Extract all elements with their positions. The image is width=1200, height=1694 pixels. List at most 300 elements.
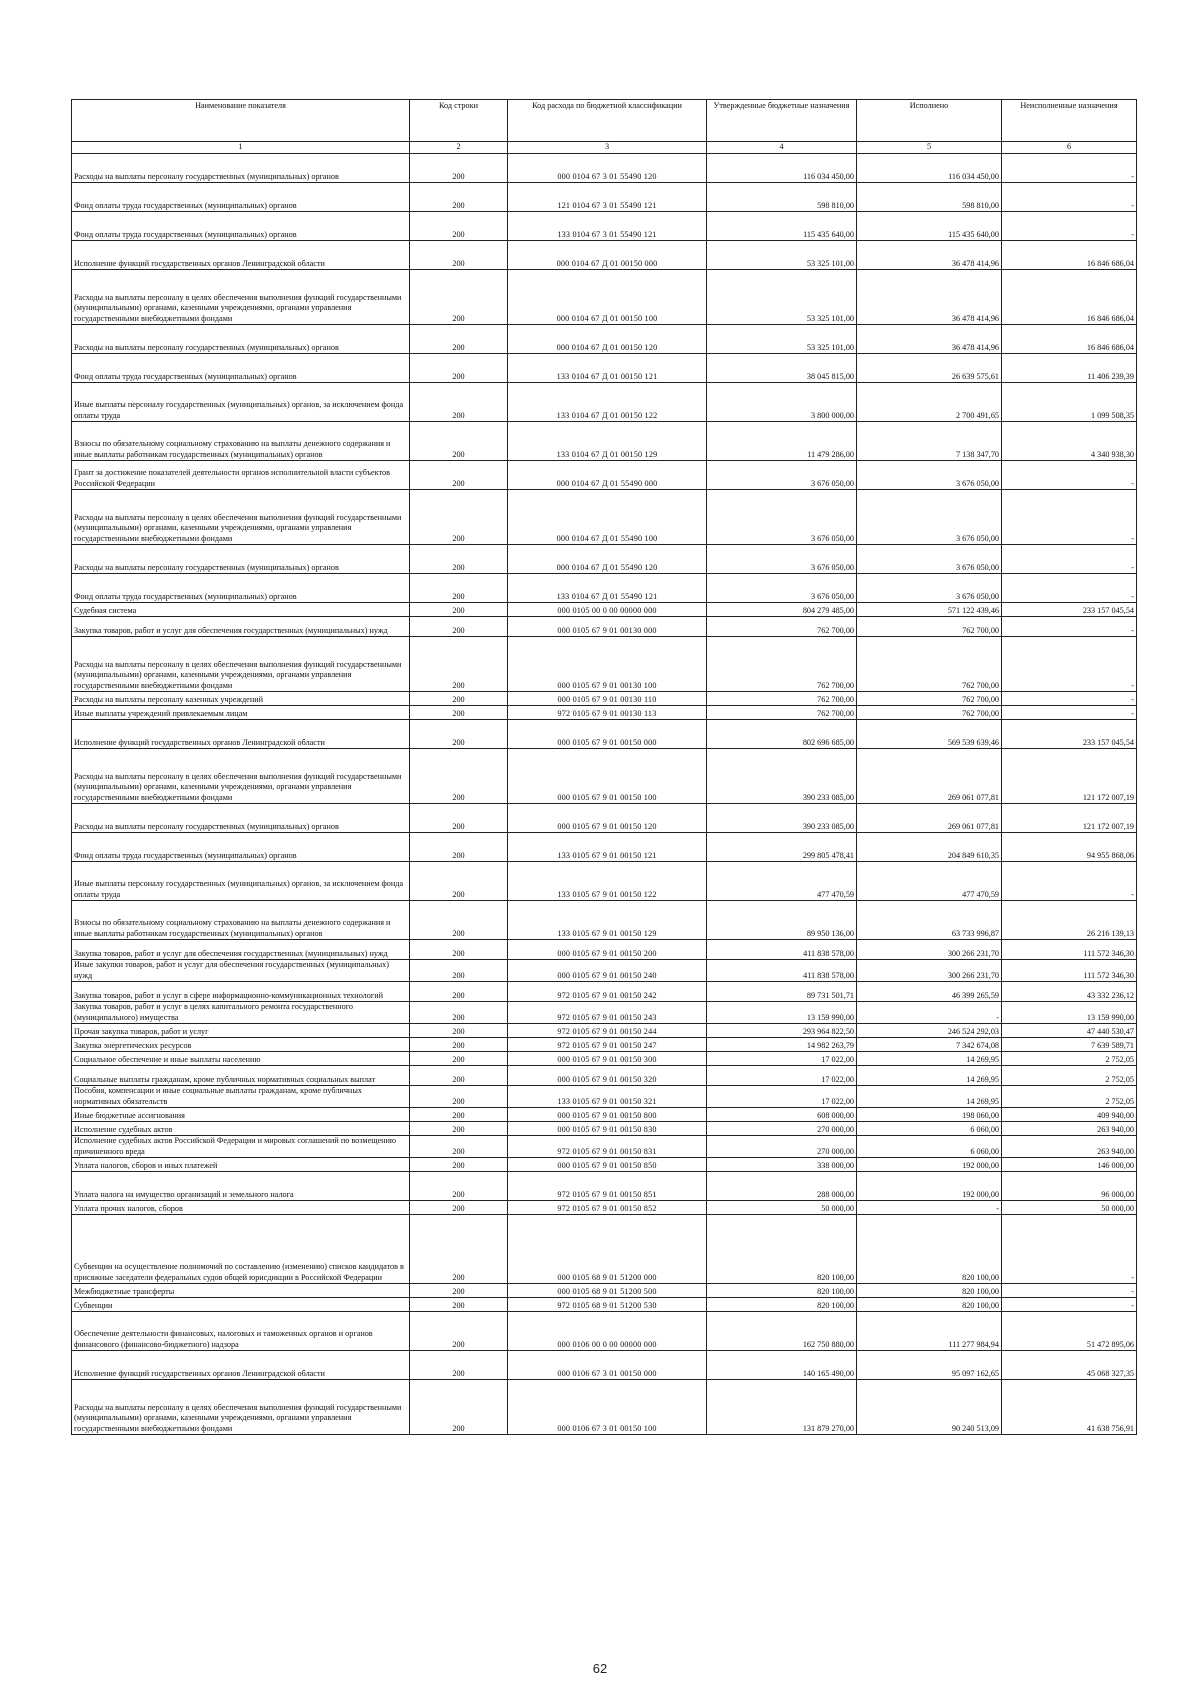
row-executed: 762 700,00 [857, 706, 1002, 720]
row-executed: 598 810,00 [857, 183, 1002, 212]
row-executed: 46 399 265,59 [857, 982, 1002, 1002]
row-name: Расходы на выплаты персоналу в целях обеспечения выполнения функций государственными (муниципальными) органами, казенными учреждениями, органами управления государственными внебюджетными фондами [72, 637, 410, 692]
row-budget-code: 133 0105 67 9 01 00150 129 [508, 901, 707, 940]
row-name: Межбюджетные трансферты [72, 1284, 410, 1298]
row-unexecuted: 146 000,00 [1002, 1158, 1137, 1172]
row-executed: 762 700,00 [857, 692, 1002, 706]
row-unexecuted: 1 099 508,35 [1002, 383, 1137, 422]
row-approved: 293 964 822,50 [707, 1024, 857, 1038]
row-budget-code: 000 0104 67 Д 01 00150 120 [508, 325, 707, 354]
table-row [72, 1002, 1137, 1024]
row-name: Расходы на выплаты персоналу в целях обеспечения выполнения функций государственными (муниципальными) органами, казенными учреждениями, органами управления государственными внебюджетными фондами [72, 490, 410, 545]
row-approved: 411 838 578,00 [707, 960, 857, 982]
row-unexecuted: 263 940,00 [1002, 1136, 1137, 1158]
row-executed: 269 061 077,81 [857, 749, 1002, 804]
table-row [72, 270, 1137, 325]
row-name: Обеспечение деятельности финансовых, налоговых и таможенных органов и органов финансового (финансово-бюджетного) надзора [72, 1312, 410, 1351]
row-executed: 300 266 231,70 [857, 940, 1002, 960]
row-line-code: 200 [410, 490, 508, 545]
row-line-code: 200 [410, 1052, 508, 1066]
row-unexecuted: - [1002, 617, 1137, 637]
row-approved: 50 000,00 [707, 1201, 857, 1215]
row-unexecuted: - [1002, 1284, 1137, 1298]
header-executed: Исполнено [857, 100, 1002, 142]
row-approved: 762 700,00 [707, 617, 857, 637]
table-row [72, 212, 1137, 241]
row-unexecuted: 111 572 346,30 [1002, 940, 1137, 960]
row-executed: 3 676 050,00 [857, 574, 1002, 603]
row-approved: 820 100,00 [707, 1284, 857, 1298]
row-approved: 17 022,00 [707, 1066, 857, 1086]
table-row [72, 706, 1137, 720]
row-approved: 598 810,00 [707, 183, 857, 212]
row-name: Фонд оплаты труда государственных (муниципальных) органов [72, 183, 410, 212]
row-unexecuted: 409 940,00 [1002, 1108, 1137, 1122]
row-budget-code: 000 0104 67 3 01 55490 120 [508, 154, 707, 183]
row-name: Расходы на выплаты персоналу государственных (муниципальных) органов [72, 804, 410, 833]
row-executed: 3 676 050,00 [857, 490, 1002, 545]
row-approved: 162 750 880,00 [707, 1312, 857, 1351]
report-sheet [71, 99, 1136, 1435]
row-name: Закупка товаров, работ и услуг в целях капитального ремонта государственного (муниципального) имущества [72, 1002, 410, 1024]
table-row [72, 901, 1137, 940]
row-unexecuted: 41 638 756,91 [1002, 1380, 1137, 1435]
table-row [72, 574, 1137, 603]
row-executed: 2 700 491,65 [857, 383, 1002, 422]
row-approved: 11 479 286,00 [707, 422, 857, 461]
table-row [72, 325, 1137, 354]
row-unexecuted: - [1002, 490, 1137, 545]
table-row [72, 354, 1137, 383]
row-budget-code: 000 0104 67 Д 01 55490 120 [508, 545, 707, 574]
row-budget-code: 972 0105 67 9 01 00150 831 [508, 1136, 707, 1158]
row-line-code: 200 [410, 706, 508, 720]
row-unexecuted: - [1002, 692, 1137, 706]
row-approved: 390 233 085,00 [707, 749, 857, 804]
row-name: Уплата налогов, сборов и иных платежей [72, 1158, 410, 1172]
row-executed: 36 478 414,96 [857, 270, 1002, 325]
row-line-code: 200 [410, 1284, 508, 1298]
row-executed: 115 435 640,00 [857, 212, 1002, 241]
row-approved: 89 950 136,00 [707, 901, 857, 940]
row-budget-code: 000 0105 67 9 01 00130 100 [508, 637, 707, 692]
row-name: Закупка товаров, работ и услуг в сфере информационно-коммуникационных технологий [72, 982, 410, 1002]
row-executed: 26 639 575,61 [857, 354, 1002, 383]
row-budget-code: 133 0105 67 9 01 00150 121 [508, 833, 707, 862]
row-line-code: 200 [410, 154, 508, 183]
row-line-code: 200 [410, 383, 508, 422]
row-approved: 3 676 050,00 [707, 461, 857, 490]
row-unexecuted: - [1002, 212, 1137, 241]
row-approved: 3 800 000,00 [707, 383, 857, 422]
table-row [72, 1215, 1137, 1284]
row-budget-code: 972 0105 67 9 01 00150 243 [508, 1002, 707, 1024]
row-name: Социальное обеспечение и иные выплаты населению [72, 1052, 410, 1066]
row-name: Уплата прочих налогов, сборов [72, 1201, 410, 1215]
row-budget-code: 972 0105 67 9 01 00150 247 [508, 1038, 707, 1052]
row-budget-code: 000 0105 67 9 01 00150 120 [508, 804, 707, 833]
table-row [72, 1201, 1137, 1215]
row-approved: 3 676 050,00 [707, 574, 857, 603]
row-budget-code: 000 0105 68 9 01 51200 500 [508, 1284, 707, 1298]
row-unexecuted: - [1002, 706, 1137, 720]
row-budget-code: 133 0104 67 Д 01 00150 122 [508, 383, 707, 422]
row-line-code: 200 [410, 720, 508, 749]
table-row [72, 1086, 1137, 1108]
row-unexecuted: 16 846 686,04 [1002, 270, 1137, 325]
column-number-row [72, 142, 1137, 154]
row-name: Расходы на выплаты персоналу государственных (муниципальных) органов [72, 325, 410, 354]
row-line-code: 200 [410, 212, 508, 241]
row-name: Иные закупки товаров, работ и услуг для обеспечения государственных (муниципальных) нужд [72, 960, 410, 982]
row-line-code: 200 [410, 545, 508, 574]
row-executed: 762 700,00 [857, 617, 1002, 637]
row-budget-code: 000 0105 00 0 00 00000 000 [508, 603, 707, 617]
row-approved: 17 022,00 [707, 1086, 857, 1108]
row-approved: 411 838 578,00 [707, 940, 857, 960]
row-budget-code: 972 0105 67 9 01 00150 244 [508, 1024, 707, 1038]
table-row [72, 940, 1137, 960]
row-approved: 338 000,00 [707, 1158, 857, 1172]
row-unexecuted: - [1002, 461, 1137, 490]
row-budget-code: 972 0105 67 9 01 00150 242 [508, 982, 707, 1002]
row-executed: 111 277 984,94 [857, 1312, 1002, 1351]
row-approved: 53 325 101,00 [707, 241, 857, 270]
row-name: Фонд оплаты труда государственных (муниципальных) органов [72, 833, 410, 862]
table-row [72, 692, 1137, 706]
table-row [72, 1351, 1137, 1380]
row-unexecuted: 47 440 530,47 [1002, 1024, 1137, 1038]
row-executed: 6 060,00 [857, 1136, 1002, 1158]
row-name: Уплата налога на имущество организаций и земельного налога [72, 1172, 410, 1201]
row-executed: 569 539 639,46 [857, 720, 1002, 749]
row-name: Расходы на выплаты персоналу государственных (муниципальных) органов [72, 545, 410, 574]
row-unexecuted: - [1002, 1215, 1137, 1284]
row-name: Фонд оплаты труда государственных (муниципальных) органов [72, 354, 410, 383]
row-line-code: 200 [410, 960, 508, 982]
row-line-code: 200 [410, 862, 508, 901]
row-line-code: 200 [410, 1002, 508, 1024]
row-name: Исполнение судебных актов Российской Федерации и мировых соглашений по возмещению причиненного вреда [72, 1136, 410, 1158]
row-unexecuted: - [1002, 574, 1137, 603]
row-line-code: 200 [410, 749, 508, 804]
row-budget-code: 000 0105 67 9 01 00150 200 [508, 940, 707, 960]
row-budget-code: 972 0105 67 9 01 00150 851 [508, 1172, 707, 1201]
row-budget-code: 000 0105 67 9 01 00150 320 [508, 1066, 707, 1086]
row-unexecuted: 96 000,00 [1002, 1172, 1137, 1201]
row-budget-code: 000 0104 67 Д 01 55490 000 [508, 461, 707, 490]
row-approved: 477 470,59 [707, 862, 857, 901]
row-name: Иные бюджетные ассигнования [72, 1108, 410, 1122]
row-budget-code: 121 0104 67 3 01 55490 121 [508, 183, 707, 212]
row-approved: 270 000,00 [707, 1136, 857, 1158]
row-budget-code: 000 0106 00 0 00 00000 000 [508, 1312, 707, 1351]
row-budget-code: 972 0105 67 9 01 00130 113 [508, 706, 707, 720]
row-budget-code: 000 0105 67 9 01 00150 300 [508, 1052, 707, 1066]
row-line-code: 200 [410, 1108, 508, 1122]
row-unexecuted: 233 157 045,54 [1002, 720, 1137, 749]
row-approved: 140 165 490,00 [707, 1351, 857, 1380]
table-row [72, 617, 1137, 637]
row-approved: 802 696 685,00 [707, 720, 857, 749]
page-number: 62 [592, 1661, 608, 1676]
header-budget-code: Код расхода по бюджетной классификации [508, 100, 707, 142]
header-name: Наименование показателя [72, 100, 410, 142]
header-unexecuted: Неисполненные назначения [1002, 100, 1137, 142]
row-name: Расходы на выплаты персоналу государственных (муниципальных) органов [72, 154, 410, 183]
row-approved: 762 700,00 [707, 706, 857, 720]
row-unexecuted: - [1002, 1298, 1137, 1312]
header-line-code: Код строки [410, 100, 508, 142]
row-executed: 36 478 414,96 [857, 241, 1002, 270]
row-budget-code: 000 0104 67 Д 01 00150 100 [508, 270, 707, 325]
row-budget-code: 000 0106 67 3 01 00150 100 [508, 1380, 707, 1435]
row-executed: 300 266 231,70 [857, 960, 1002, 982]
row-name: Исполнение судебных актов [72, 1122, 410, 1136]
row-executed: 269 061 077,81 [857, 804, 1002, 833]
row-approved: 804 279 485,00 [707, 603, 857, 617]
row-unexecuted: 43 332 236,12 [1002, 982, 1137, 1002]
row-line-code: 200 [410, 241, 508, 270]
table-row [72, 545, 1137, 574]
row-approved: 3 676 050,00 [707, 490, 857, 545]
row-unexecuted: 121 172 007,19 [1002, 749, 1137, 804]
row-executed: 762 700,00 [857, 637, 1002, 692]
row-budget-code: 000 0105 67 9 01 00150 240 [508, 960, 707, 982]
row-executed: 192 000,00 [857, 1172, 1002, 1201]
row-line-code: 200 [410, 325, 508, 354]
table-row [72, 461, 1137, 490]
row-unexecuted: 263 940,00 [1002, 1122, 1137, 1136]
row-line-code: 200 [410, 1351, 508, 1380]
row-budget-code: 133 0104 67 Д 01 00150 121 [508, 354, 707, 383]
row-unexecuted: 26 216 139,13 [1002, 901, 1137, 940]
header-approved: Утвержденные бюджетные назначения [707, 100, 857, 142]
table-row [72, 637, 1137, 692]
table-row [72, 1122, 1137, 1136]
row-line-code: 200 [410, 833, 508, 862]
row-unexecuted: 11 406 239,39 [1002, 354, 1137, 383]
row-executed: 90 240 513,09 [857, 1380, 1002, 1435]
column-number: 4 [707, 142, 857, 154]
row-approved: 17 022,00 [707, 1052, 857, 1066]
row-budget-code: 000 0105 67 9 01 00130 000 [508, 617, 707, 637]
row-name: Расходы на выплаты персоналу в целях обеспечения выполнения функций государственными (муниципальными) органами, казенными учреждениями, органами управления государственными внебюджетными фондами [72, 270, 410, 325]
row-budget-code: 000 0105 67 9 01 00150 000 [508, 720, 707, 749]
row-executed: - [857, 1002, 1002, 1024]
table-row [72, 804, 1137, 833]
table-row [72, 154, 1137, 183]
row-unexecuted: - [1002, 862, 1137, 901]
row-line-code: 200 [410, 1172, 508, 1201]
row-approved: 820 100,00 [707, 1298, 857, 1312]
row-executed: 3 676 050,00 [857, 461, 1002, 490]
row-name: Пособия, компенсации и иные социальные выплаты гражданам, кроме публичных нормативных обязательств [72, 1086, 410, 1108]
row-name: Исполнение функций государственных органов Ленинградской области [72, 720, 410, 749]
row-budget-code: 000 0106 67 3 01 00150 000 [508, 1351, 707, 1380]
row-budget-code: 133 0104 67 3 01 55490 121 [508, 212, 707, 241]
row-approved: 762 700,00 [707, 692, 857, 706]
table-row [72, 1066, 1137, 1086]
row-name: Иные выплаты персоналу государственных (муниципальных) органов, за исключением фонда оплаты труда [72, 383, 410, 422]
column-number: 1 [72, 142, 410, 154]
table-row [72, 720, 1137, 749]
table-row [72, 490, 1137, 545]
row-line-code: 200 [410, 940, 508, 960]
row-budget-code: 000 0105 67 9 01 00150 800 [508, 1108, 707, 1122]
row-name: Иные выплаты персоналу государственных (муниципальных) органов, за исключением фонда оплаты труда [72, 862, 410, 901]
row-unexecuted: 16 846 686,04 [1002, 241, 1137, 270]
row-budget-code: 133 0104 67 Д 01 55490 121 [508, 574, 707, 603]
row-approved: 53 325 101,00 [707, 270, 857, 325]
row-line-code: 200 [410, 270, 508, 325]
row-line-code: 200 [410, 1038, 508, 1052]
row-line-code: 200 [410, 982, 508, 1002]
row-unexecuted: 2 752,05 [1002, 1066, 1137, 1086]
row-name: Субвенции [72, 1298, 410, 1312]
row-unexecuted: 233 157 045,54 [1002, 603, 1137, 617]
row-approved: 14 982 263,79 [707, 1038, 857, 1052]
row-line-code: 200 [410, 1024, 508, 1038]
row-executed: 204 849 610,35 [857, 833, 1002, 862]
row-executed: 95 097 162,65 [857, 1351, 1002, 1380]
row-executed: 246 524 292,03 [857, 1024, 1002, 1038]
row-unexecuted: 13 159 990,00 [1002, 1002, 1137, 1024]
row-budget-code: 000 0105 67 9 01 00150 850 [508, 1158, 707, 1172]
row-budget-code: 000 0105 67 9 01 00150 100 [508, 749, 707, 804]
table-row [72, 1380, 1137, 1435]
row-line-code: 200 [410, 901, 508, 940]
table-row [72, 833, 1137, 862]
table-row [72, 1298, 1137, 1312]
row-unexecuted: - [1002, 637, 1137, 692]
row-approved: 53 325 101,00 [707, 325, 857, 354]
row-approved: 13 159 990,00 [707, 1002, 857, 1024]
table-row [72, 241, 1137, 270]
row-unexecuted: 16 846 686,04 [1002, 325, 1137, 354]
row-approved: 299 805 478,41 [707, 833, 857, 862]
row-unexecuted: 2 752,05 [1002, 1052, 1137, 1066]
row-executed: 3 676 050,00 [857, 545, 1002, 574]
row-executed: 7 138 347,70 [857, 422, 1002, 461]
row-name: Взносы по обязательному социальному страхованию на выплаты денежного содержания и иные выплаты работникам государственных (муниципальных) органов [72, 901, 410, 940]
row-approved: 820 100,00 [707, 1215, 857, 1284]
row-line-code: 200 [410, 1298, 508, 1312]
row-budget-code: 000 0105 67 9 01 00150 830 [508, 1122, 707, 1136]
row-line-code: 200 [410, 637, 508, 692]
row-executed: 198 060,00 [857, 1108, 1002, 1122]
row-budget-code: 000 0104 67 Д 01 00150 000 [508, 241, 707, 270]
row-approved: 3 676 050,00 [707, 545, 857, 574]
table-row [72, 1158, 1137, 1172]
row-unexecuted: 51 472 895,06 [1002, 1312, 1137, 1351]
table-row [72, 960, 1137, 982]
table-row [72, 383, 1137, 422]
row-executed: 7 342 674,08 [857, 1038, 1002, 1052]
row-line-code: 200 [410, 354, 508, 383]
row-approved: 288 000,00 [707, 1172, 857, 1201]
row-budget-code: 972 0105 68 9 01 51200 530 [508, 1298, 707, 1312]
row-approved: 390 233 085,00 [707, 804, 857, 833]
column-number: 5 [857, 142, 1002, 154]
row-budget-code: 000 0105 67 9 01 00130 110 [508, 692, 707, 706]
row-unexecuted: 50 000,00 [1002, 1201, 1137, 1215]
row-unexecuted: 2 752,05 [1002, 1086, 1137, 1108]
row-line-code: 200 [410, 422, 508, 461]
table-row [72, 603, 1137, 617]
row-executed: 820 100,00 [857, 1215, 1002, 1284]
row-executed: 571 122 439,46 [857, 603, 1002, 617]
row-name: Взносы по обязательному социальному страхованию на выплаты денежного содержания и иные выплаты работникам государственных (муниципальных) органов [72, 422, 410, 461]
row-approved: 270 000,00 [707, 1122, 857, 1136]
row-line-code: 200 [410, 1158, 508, 1172]
column-number: 3 [508, 142, 707, 154]
row-executed: 116 034 450,00 [857, 154, 1002, 183]
row-executed: 6 060,00 [857, 1122, 1002, 1136]
row-line-code: 200 [410, 603, 508, 617]
row-line-code: 200 [410, 1086, 508, 1108]
row-name: Фонд оплаты труда государственных (муниципальных) органов [72, 212, 410, 241]
table-row [72, 1052, 1137, 1066]
budget-execution-table [71, 99, 1137, 1435]
table-row [72, 1108, 1137, 1122]
row-executed: 820 100,00 [857, 1284, 1002, 1298]
row-approved: 131 879 270,00 [707, 1380, 857, 1435]
row-unexecuted: 121 172 007,19 [1002, 804, 1137, 833]
row-approved: 38 045 815,00 [707, 354, 857, 383]
row-name: Судебная система [72, 603, 410, 617]
row-executed: 192 000,00 [857, 1158, 1002, 1172]
row-line-code: 200 [410, 1136, 508, 1158]
table-row [72, 1172, 1137, 1201]
row-name: Закупка товаров, работ и услуг для обеспечения государственных (муниципальных) нужд [72, 940, 410, 960]
row-budget-code: 000 0105 68 9 01 51200 000 [508, 1215, 707, 1284]
table-row [72, 749, 1137, 804]
table-row [72, 422, 1137, 461]
row-line-code: 200 [410, 617, 508, 637]
table-header-row [72, 100, 1137, 142]
row-line-code: 200 [410, 1312, 508, 1351]
row-executed: 14 269,95 [857, 1052, 1002, 1066]
column-number: 2 [410, 142, 508, 154]
row-budget-code: 000 0104 67 Д 01 55490 100 [508, 490, 707, 545]
row-line-code: 200 [410, 574, 508, 603]
row-line-code: 200 [410, 1380, 508, 1435]
row-budget-code: 133 0104 67 Д 01 00150 129 [508, 422, 707, 461]
row-name: Расходы на выплаты персоналу в целях обеспечения выполнения функций государственными (муниципальными) органами, казенными учреждениями, органами управления государственными внебюджетными фондами [72, 749, 410, 804]
row-name: Закупка товаров, работ и услуг для обеспечения государственных (муниципальных) нужд [72, 617, 410, 637]
row-name: Расходы на выплаты персоналу в целях обеспечения выполнения функций государственными (муниципальными) органами, казенными учреждениями, органами управления государственными внебюджетными фондами [72, 1380, 410, 1435]
table-row [72, 183, 1137, 212]
row-budget-code: 133 0105 67 9 01 00150 321 [508, 1086, 707, 1108]
row-name: Социальные выплаты гражданам, кроме публичных нормативных социальных выплат [72, 1066, 410, 1086]
row-approved: 115 435 640,00 [707, 212, 857, 241]
row-name: Исполнение функций государственных органов Ленинградской области [72, 241, 410, 270]
row-approved: 89 731 501,71 [707, 982, 857, 1002]
row-executed: 63 733 996,87 [857, 901, 1002, 940]
row-name: Иные выплаты учреждений привлекаемым лицам [72, 706, 410, 720]
table-row [72, 1136, 1137, 1158]
row-executed: 14 269,95 [857, 1066, 1002, 1086]
row-unexecuted: 94 955 868,06 [1002, 833, 1137, 862]
row-line-code: 200 [410, 1201, 508, 1215]
row-executed: 36 478 414,96 [857, 325, 1002, 354]
table-row [72, 862, 1137, 901]
row-line-code: 200 [410, 804, 508, 833]
row-unexecuted: 111 572 346,30 [1002, 960, 1137, 982]
row-unexecuted: 7 639 589,71 [1002, 1038, 1137, 1052]
row-name: Закупка энергетических ресурсов [72, 1038, 410, 1052]
